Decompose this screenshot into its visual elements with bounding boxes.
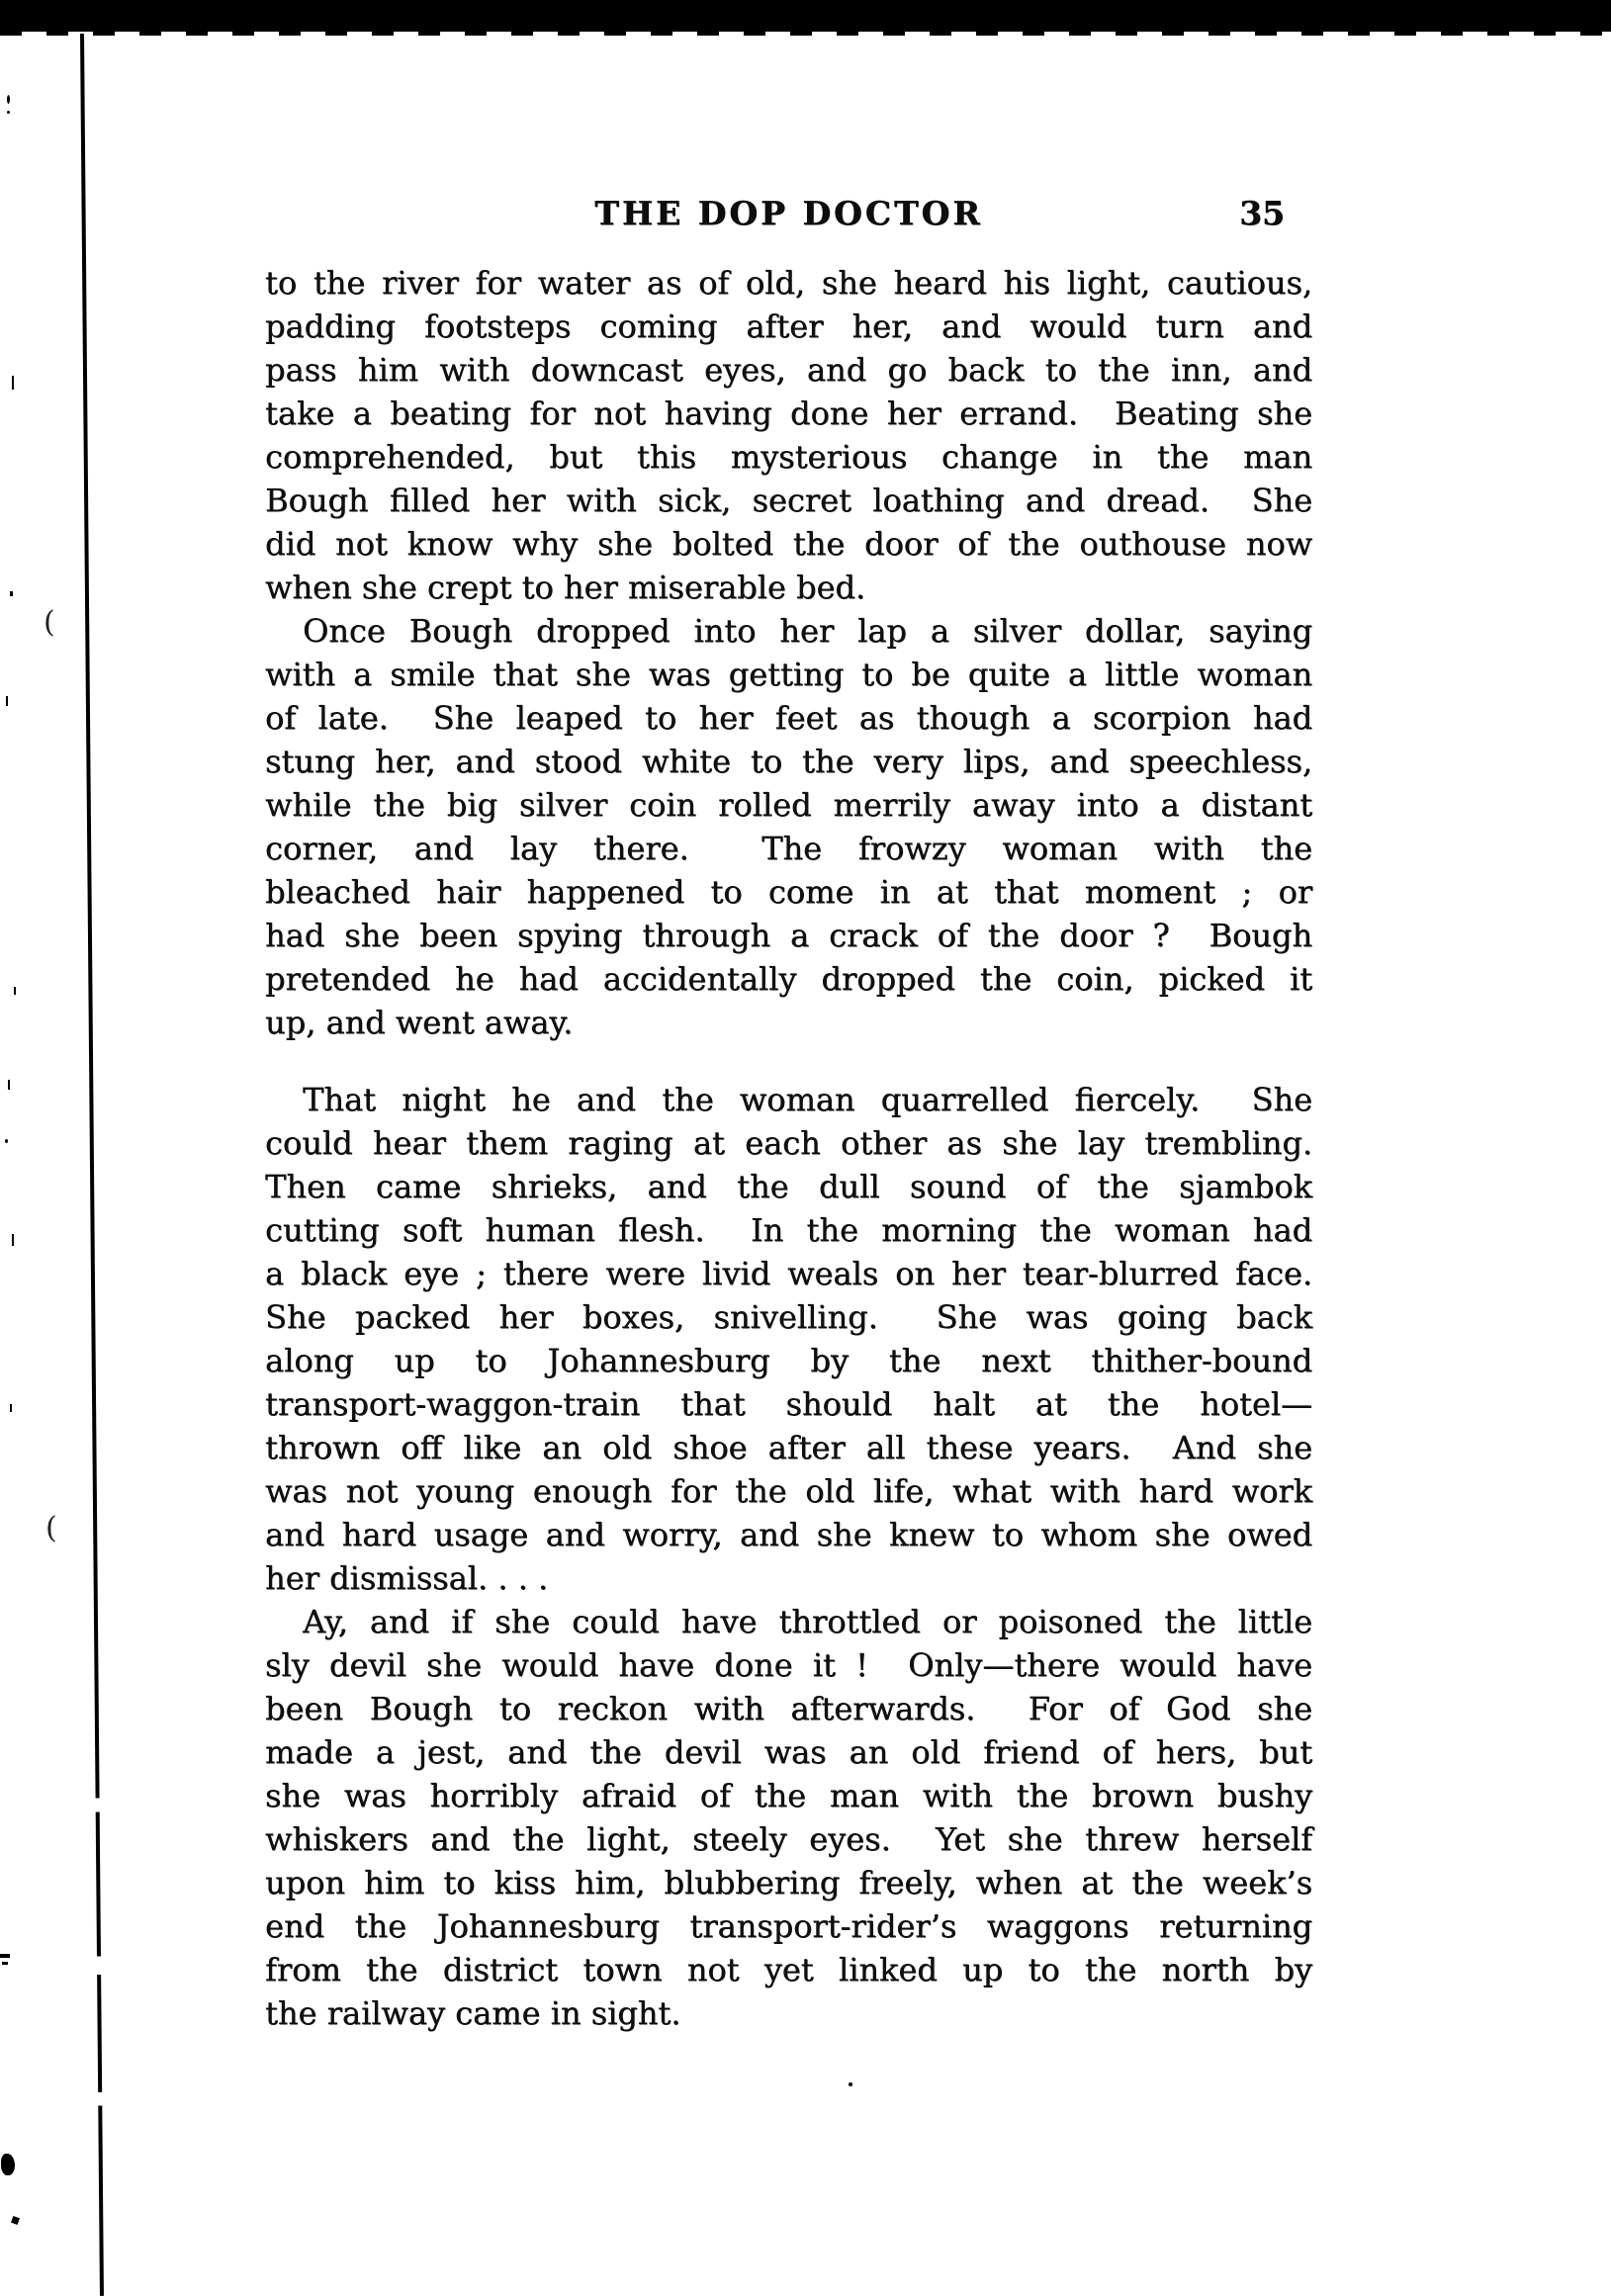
text-line: when she crept to her miserable bed.	[265, 569, 866, 606]
scan-speck	[10, 591, 13, 596]
text-line: and hard usage and worry, and she knew to whom she owed	[265, 1516, 1312, 1553]
scan-speck	[2, 1962, 8, 1965]
text-line: Bough filled her with sick, secret loathing and dread. She	[265, 482, 1312, 519]
text-line: She packed her boxes, snivelling. She was going back	[265, 1298, 1312, 1336]
text-line: pass him with downcast eyes, and go back to the inn, and	[265, 351, 1312, 389]
scan-speck	[6, 696, 8, 706]
text-line: padding footsteps coming after her, and would turn and	[265, 308, 1312, 345]
text-line: upon him to kiss him, blubbering freely, when at the week’s	[265, 1864, 1312, 1901]
scan-edge-bar	[0, 0, 1611, 32]
text-line: made a jest, and the devil was an old friend of hers, but	[265, 1733, 1312, 1771]
text-line: was not young enough for the old life, what with hard work	[265, 1472, 1312, 1510]
scan-speck	[12, 1234, 14, 1246]
page-gutter-rule	[80, 34, 104, 2296]
scan-speck	[8, 1080, 10, 1090]
paragraph	[265, 261, 1312, 609]
text-line: end the Johannesburg transport-rider’s waggons returning	[265, 1907, 1312, 1945]
page-number: 35	[1239, 194, 1285, 232]
text-line: could hear them raging at each other as she lay trembling.	[265, 1124, 1312, 1162]
paragraph	[265, 1600, 1312, 2035]
text-line: from the district town not yet linked up to the north by	[265, 1951, 1312, 1988]
text-line: pretended he had accidentally dropped the coin, picked it	[265, 960, 1312, 998]
paragraph	[265, 609, 1312, 1044]
text-line: with a smile that she was getting to be quite a little woman	[265, 656, 1312, 693]
text-line: sly devil she would have done it ! Only—there would have	[265, 1646, 1312, 1684]
text-line: while the big silver coin rolled merrily away into a distant	[265, 786, 1312, 824]
text-line: up, and went away.	[265, 1004, 574, 1041]
running-header	[265, 194, 1312, 241]
scan-speck	[10, 1404, 12, 1412]
text-line: corner, and lay there. The frowzy woman with the	[265, 830, 1312, 867]
text-line: thrown off like an old shoe after all these years. And she	[265, 1429, 1312, 1466]
text-line: Ay, and if she could have throttled or poisoned the little	[303, 1603, 1312, 1640]
text-line: she was horribly afraid of the man with the brown bushy	[265, 1777, 1312, 1814]
scan-speck	[7, 111, 10, 114]
text-line: bleached hair happened to come in at that moment ; or	[265, 873, 1312, 911]
scan-speck	[0, 1954, 10, 1958]
text-line: a black eye ; there were livid weals on her tear-blurred face.	[265, 1255, 1312, 1292]
scan-speck: (	[45, 1511, 57, 1545]
scan-speck: (	[44, 605, 55, 640]
text-line: transport-waggon-train that should halt at the hotel—	[265, 1385, 1312, 1423]
scan-speck	[14, 987, 16, 995]
text-line: the railway came in sight.	[265, 1994, 681, 2032]
text-line: had she been spying through a crack of the door ? Bough	[265, 917, 1312, 954]
text-line: take a beating for not having done her errand. Beating she	[265, 395, 1312, 432]
text-line: stung her, and stood white to the very lips, and speechless,	[265, 743, 1312, 780]
text-line: That night he and the woman quarrelled fiercely. She	[303, 1081, 1312, 1118]
scan-speck	[11, 2216, 20, 2225]
text-line: been Bough to reckon with afterwards. For of God she	[265, 1690, 1312, 1727]
scan-speck	[7, 95, 10, 104]
scan-speck	[849, 2082, 852, 2086]
text-line: Then came shrieks, and the dull sound of the sjambok	[265, 1168, 1312, 1205]
text-line: along up to Johannesburg by the next thither-bound	[265, 1342, 1312, 1379]
text-line: to the river for water as of old, she heard his light, cautious,	[265, 264, 1312, 302]
text-line: her dismissal. . . .	[265, 1559, 549, 1597]
text-line: did not know why she bolted the door of the outhouse now	[265, 525, 1312, 563]
text-line: of late. She leaped to her feet as though a scorpion had	[265, 699, 1312, 737]
text-line: Once Bough dropped into her lap a silver dollar, saying	[303, 612, 1312, 650]
page-title: THE DOP DOCTOR	[594, 194, 983, 232]
scan-speck	[12, 376, 14, 390]
scan-speck	[1, 2154, 15, 2175]
text-line: cutting soft human flesh. In the morning the woman had	[265, 1211, 1312, 1249]
scan-speck	[5, 1139, 8, 1143]
text-line: whiskers and the light, steely eyes. Yet she threw herself	[265, 1820, 1312, 1858]
paragraph	[265, 1078, 1312, 1600]
text-block	[265, 261, 1312, 2035]
text-line: comprehended, but this mysterious change in the man	[265, 438, 1312, 476]
